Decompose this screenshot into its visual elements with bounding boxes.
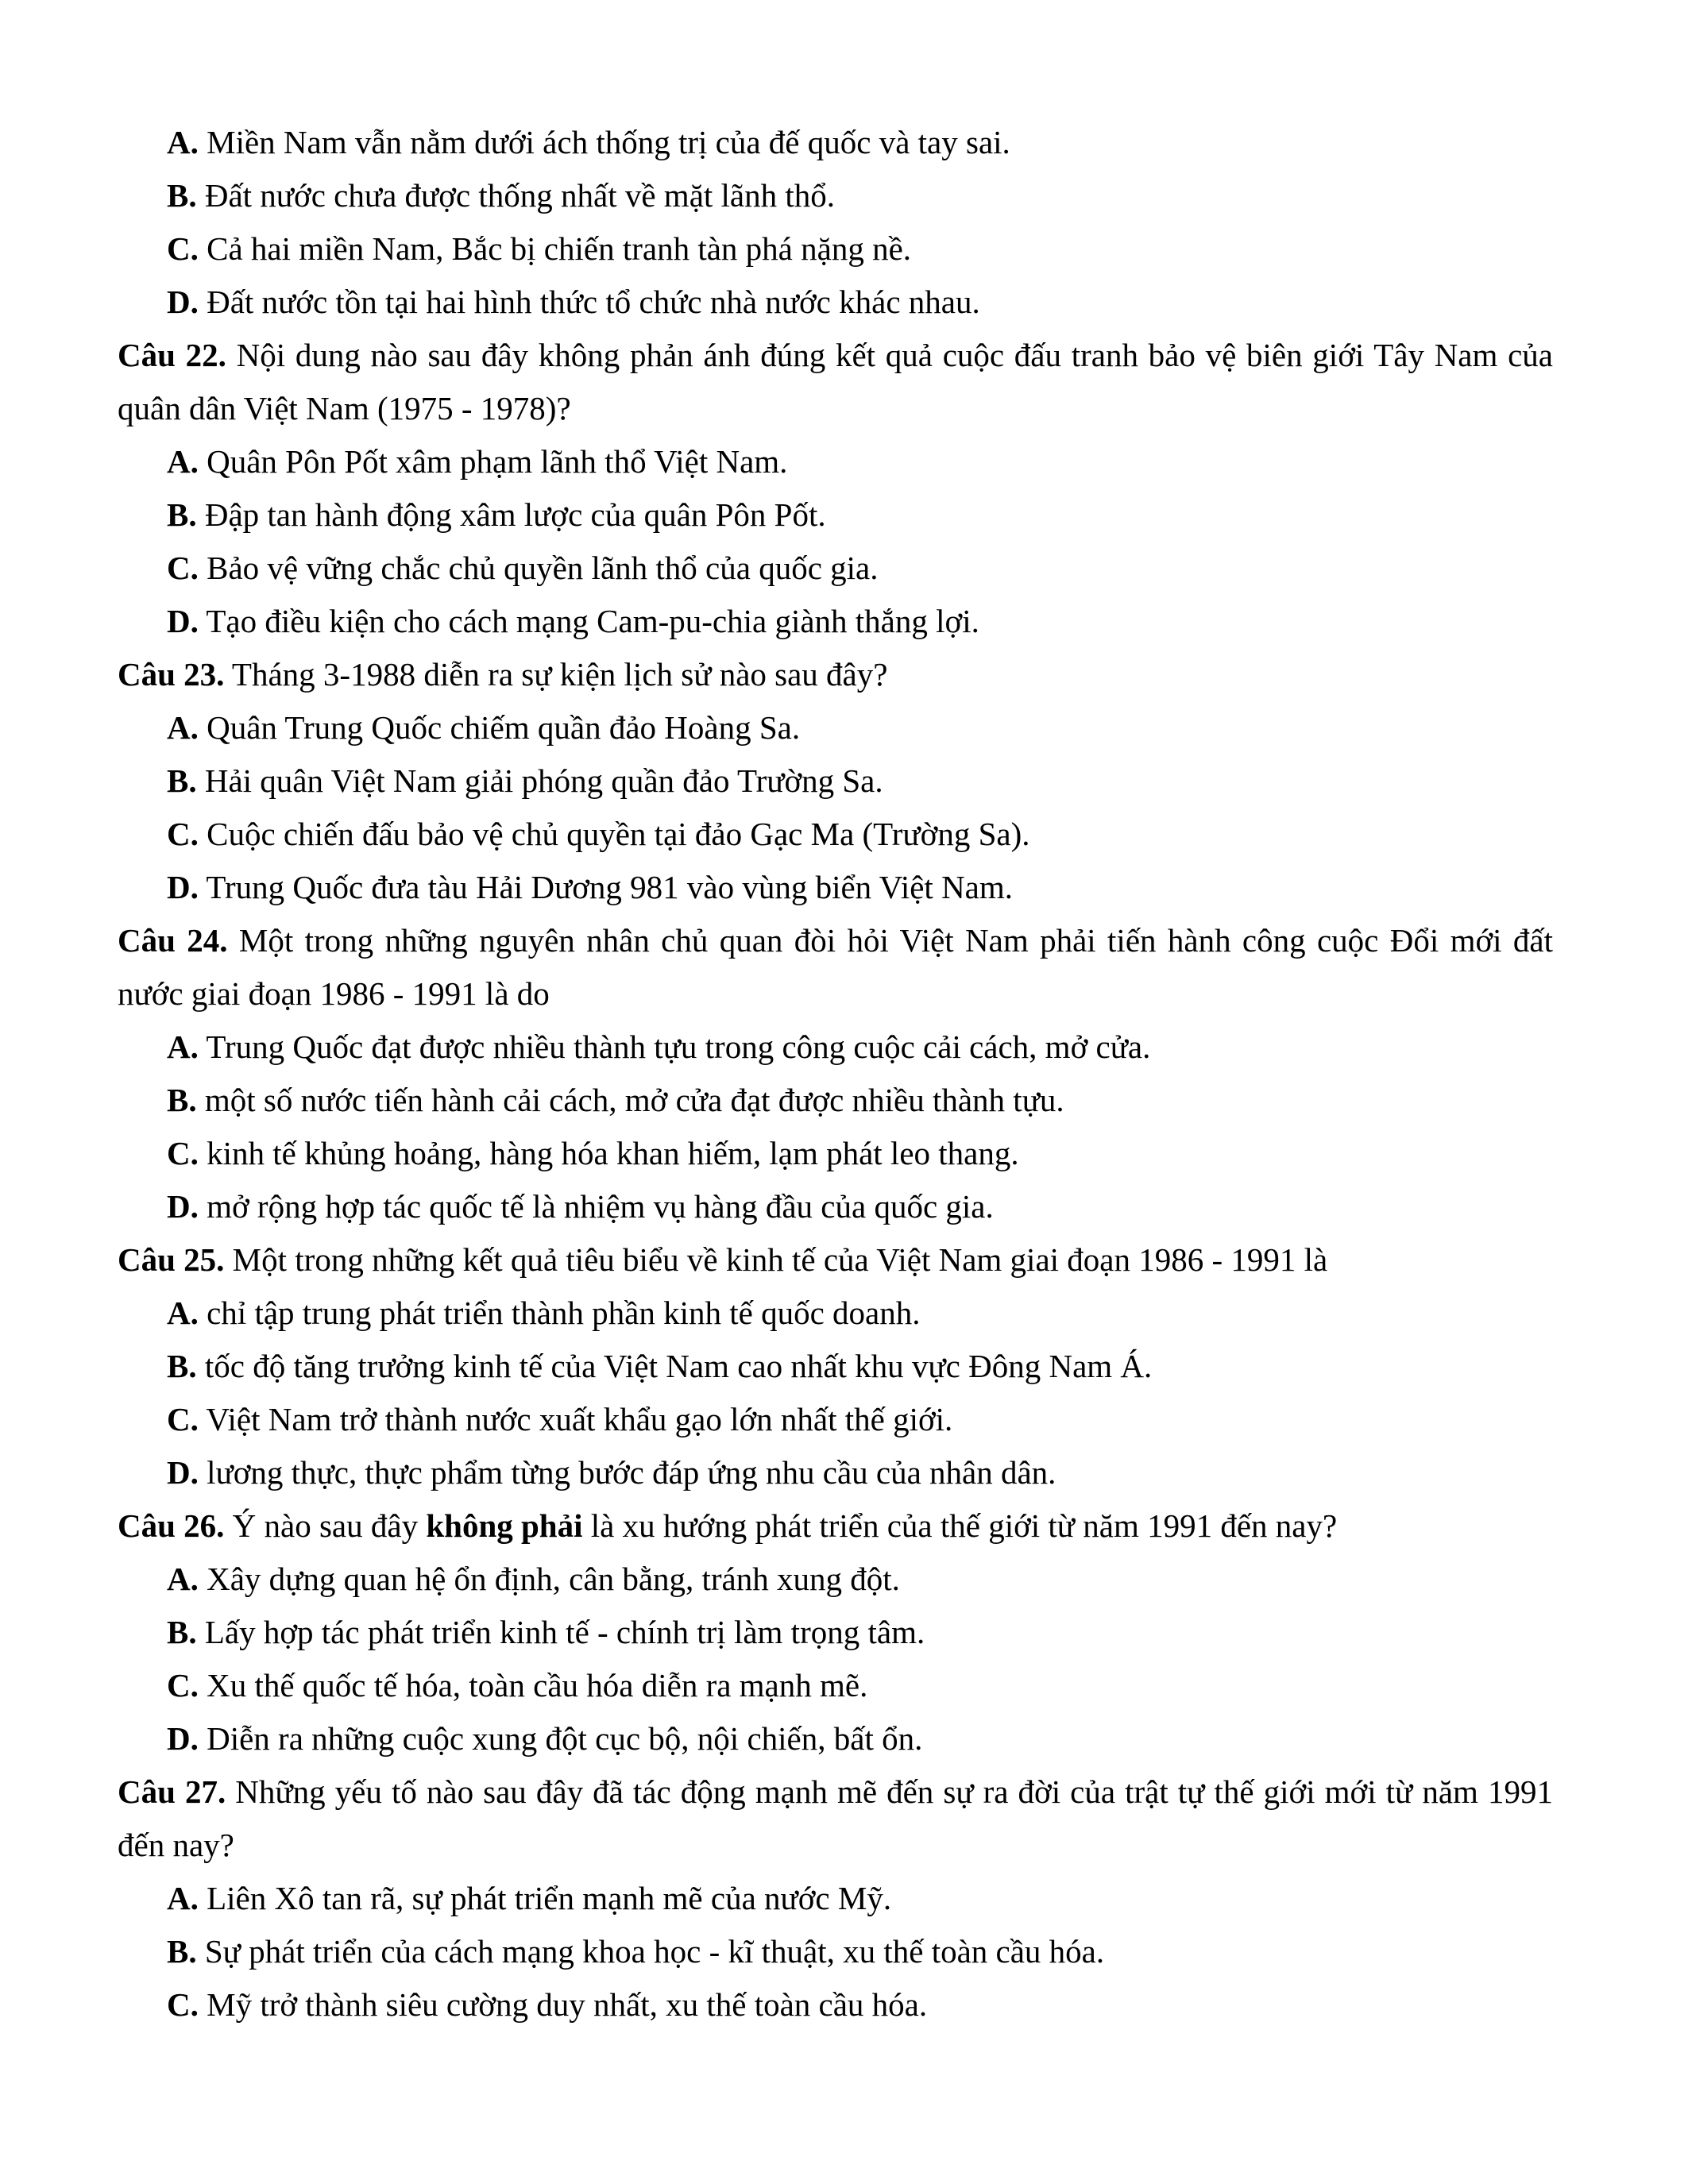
- answer-option: [118, 1021, 1553, 1074]
- text: chỉ tập trung phát triển thành phần kinh tế quốc doanh.: [198, 1295, 921, 1331]
- option-label: C.: [167, 1667, 199, 1704]
- text: một số nước tiến hành cải cách, mở cửa đạt được nhiều thành tựu.: [196, 1082, 1064, 1118]
- text: tốc độ tăng trưởng kinh tế của Việt Nam cao nhất khu vực Đông Nam Á.: [196, 1348, 1153, 1384]
- text: Bảo vệ vững chắc chủ quyền lãnh thổ của quốc gia.: [198, 550, 879, 586]
- option-label: A.: [167, 1295, 199, 1331]
- text: Ý nào sau đây: [224, 1507, 427, 1544]
- option-label: A.: [167, 709, 199, 746]
- text: là xu hướng phát triển của thế giới từ năm 1991 đến nay?: [582, 1507, 1338, 1544]
- option-label: C.: [167, 230, 199, 267]
- option-label: C.: [167, 816, 199, 852]
- answer-option: [118, 1287, 1553, 1340]
- option-label: B.: [167, 1933, 197, 1970]
- answer-option: [118, 222, 1553, 276]
- text: Miền Nam vẫn nằm dưới ách thống trị của đế quốc và tay sai.: [198, 124, 1010, 160]
- option-label: B.: [167, 762, 197, 799]
- answer-option: [118, 435, 1553, 488]
- option-label: D.: [167, 284, 199, 320]
- answer-option: [118, 1606, 1553, 1659]
- option-label: B.: [167, 496, 197, 533]
- answer-option: [118, 1340, 1553, 1393]
- text: mở rộng hợp tác quốc tế là nhiệm vụ hàng đầu của quốc gia.: [198, 1188, 994, 1225]
- text: Cuộc chiến đấu bảo vệ chủ quyền tại đảo Gạc Ma (Trường Sa).: [198, 816, 1030, 852]
- text: Hải quân Việt Nam giải phóng quần đảo Trường Sa.: [196, 762, 883, 799]
- option-label: D.: [167, 603, 199, 639]
- option-label: D.: [167, 1454, 199, 1491]
- text: Một trong những nguyên nhân chủ quan đòi hỏi Việt Nam phải tiến hành công cuộc Đổi mới đất nước giai đoạn 1986 - 1991 là do: [118, 922, 1553, 1012]
- text: Xu thế quốc tế hóa, toàn cầu hóa diễn ra mạnh mẽ.: [198, 1667, 868, 1704]
- question-number: Câu 25.: [118, 1241, 225, 1278]
- option-label: C.: [167, 1401, 199, 1437]
- answer-option: [118, 1872, 1553, 1925]
- text: Quân Trung Quốc chiếm quần đảo Hoàng Sa.: [198, 709, 801, 746]
- option-label: A.: [167, 1880, 199, 1916]
- answer-option: [118, 1074, 1553, 1127]
- option-label: B.: [167, 1614, 197, 1650]
- question: [118, 914, 1553, 1021]
- answer-option: [118, 701, 1553, 754]
- option-label: D.: [167, 1188, 199, 1225]
- option-label: A.: [167, 443, 199, 480]
- text: Diễn ra những cuộc xung đột cục bộ, nội chiến, bất ổn.: [198, 1720, 923, 1757]
- option-label: C.: [167, 1135, 199, 1171]
- text: Lấy hợp tác phát triển kinh tế - chính trị làm trọng tâm.: [196, 1614, 925, 1650]
- answer-option: [118, 595, 1553, 648]
- answer-option: [118, 276, 1553, 329]
- text: Những yếu tố nào sau đây đã tác động mạnh mẽ đến sự ra đời của trật tự thế giới mới từ năm 1991 đến nay?: [118, 1773, 1553, 1863]
- answer-option: [118, 1180, 1553, 1233]
- option-label: B.: [167, 1348, 197, 1384]
- text: kinh tế khủng hoảng, hàng hóa khan hiếm, lạm phát leo thang.: [198, 1135, 1019, 1171]
- text: Cả hai miền Nam, Bắc bị chiến tranh tàn phá nặng nề.: [198, 230, 912, 267]
- answer-option: [118, 1659, 1553, 1712]
- text: Đập tan hành động xâm lược của quân Pôn Pốt.: [196, 496, 826, 533]
- option-label: C.: [167, 550, 199, 586]
- text: Đất nước chưa được thống nhất về mặt lãnh thổ.: [196, 177, 836, 214]
- answer-option: [118, 1553, 1553, 1606]
- text: Mỹ trở thành siêu cường duy nhất, xu thế toàn cầu hóa.: [198, 1986, 928, 2023]
- text: Sự phát triển của cách mạng khoa học - kĩ thuật, xu thế toàn cầu hóa.: [196, 1933, 1105, 1970]
- text: Nội dung nào sau đây không phản ánh đúng kết quả cuộc đấu tranh bảo vệ biên giới Tây Nam của quân dân Việt Nam (1975 - 1978)?: [118, 337, 1554, 426]
- text: Xây dựng quan hệ ổn định, cân bằng, tránh xung đột.: [198, 1561, 900, 1597]
- option-label: A.: [167, 1561, 199, 1597]
- answer-option: [118, 1712, 1553, 1765]
- option-label: A.: [167, 1028, 199, 1065]
- answer-option: [118, 169, 1553, 222]
- text: Trung Quốc đưa tàu Hải Dương 981 vào vùng biển Việt Nam.: [198, 869, 1014, 905]
- question-number: Câu 27.: [118, 1773, 226, 1810]
- text: Đất nước tồn tại hai hình thức tổ chức nhà nước khác nhau.: [198, 284, 980, 320]
- answer-option: [118, 754, 1553, 808]
- option-label: B.: [167, 177, 197, 214]
- answer-option: [118, 542, 1553, 595]
- text: Tháng 3-1988 diễn ra sự kiện lịch sử nào sau đây?: [224, 656, 888, 693]
- option-label: A.: [167, 124, 199, 160]
- question: [118, 1765, 1553, 1872]
- question-number: Câu 26.: [118, 1507, 225, 1544]
- answer-option: [118, 861, 1553, 914]
- answer-option: [118, 116, 1553, 169]
- question: [118, 329, 1553, 435]
- option-label: C.: [167, 1986, 199, 2023]
- answer-option: [118, 1978, 1553, 2032]
- text: Quân Pôn Pốt xâm phạm lãnh thổ Việt Nam.: [198, 443, 788, 480]
- question: [118, 1233, 1553, 1287]
- question: [118, 1499, 1553, 1553]
- option-label: B.: [167, 1082, 197, 1118]
- question-number: Câu 23.: [118, 656, 225, 693]
- answer-option: [118, 1446, 1553, 1499]
- emphasis: không phải: [426, 1507, 583, 1544]
- answer-option: [118, 808, 1553, 861]
- option-label: D.: [167, 869, 199, 905]
- text: Liên Xô tan rã, sự phát triển mạnh mẽ của nước Mỹ.: [198, 1880, 892, 1916]
- text: Việt Nam trở thành nước xuất khẩu gạo lớn nhất thế giới.: [198, 1401, 953, 1437]
- question-number: Câu 24.: [118, 922, 228, 959]
- question-number: Câu 22.: [118, 337, 226, 373]
- answer-option: [118, 1127, 1553, 1180]
- answer-option: [118, 488, 1553, 542]
- document-page: [118, 116, 1553, 2032]
- text: Trung Quốc đạt được nhiều thành tựu trong công cuộc cải cách, mở cửa.: [198, 1028, 1151, 1065]
- text: lương thực, thực phẩm từng bước đáp ứng nhu cầu của nhân dân.: [198, 1454, 1056, 1491]
- answer-option: [118, 1393, 1553, 1446]
- answer-option: [118, 1925, 1553, 1978]
- text: Tạo điều kiện cho cách mạng Cam-pu-chia giành thắng lợi.: [198, 603, 979, 639]
- text: Một trong những kết quả tiêu biểu về kinh tế của Việt Nam giai đoạn 1986 - 1991 là: [224, 1241, 1328, 1278]
- question: [118, 648, 1553, 701]
- option-label: D.: [167, 1720, 199, 1757]
